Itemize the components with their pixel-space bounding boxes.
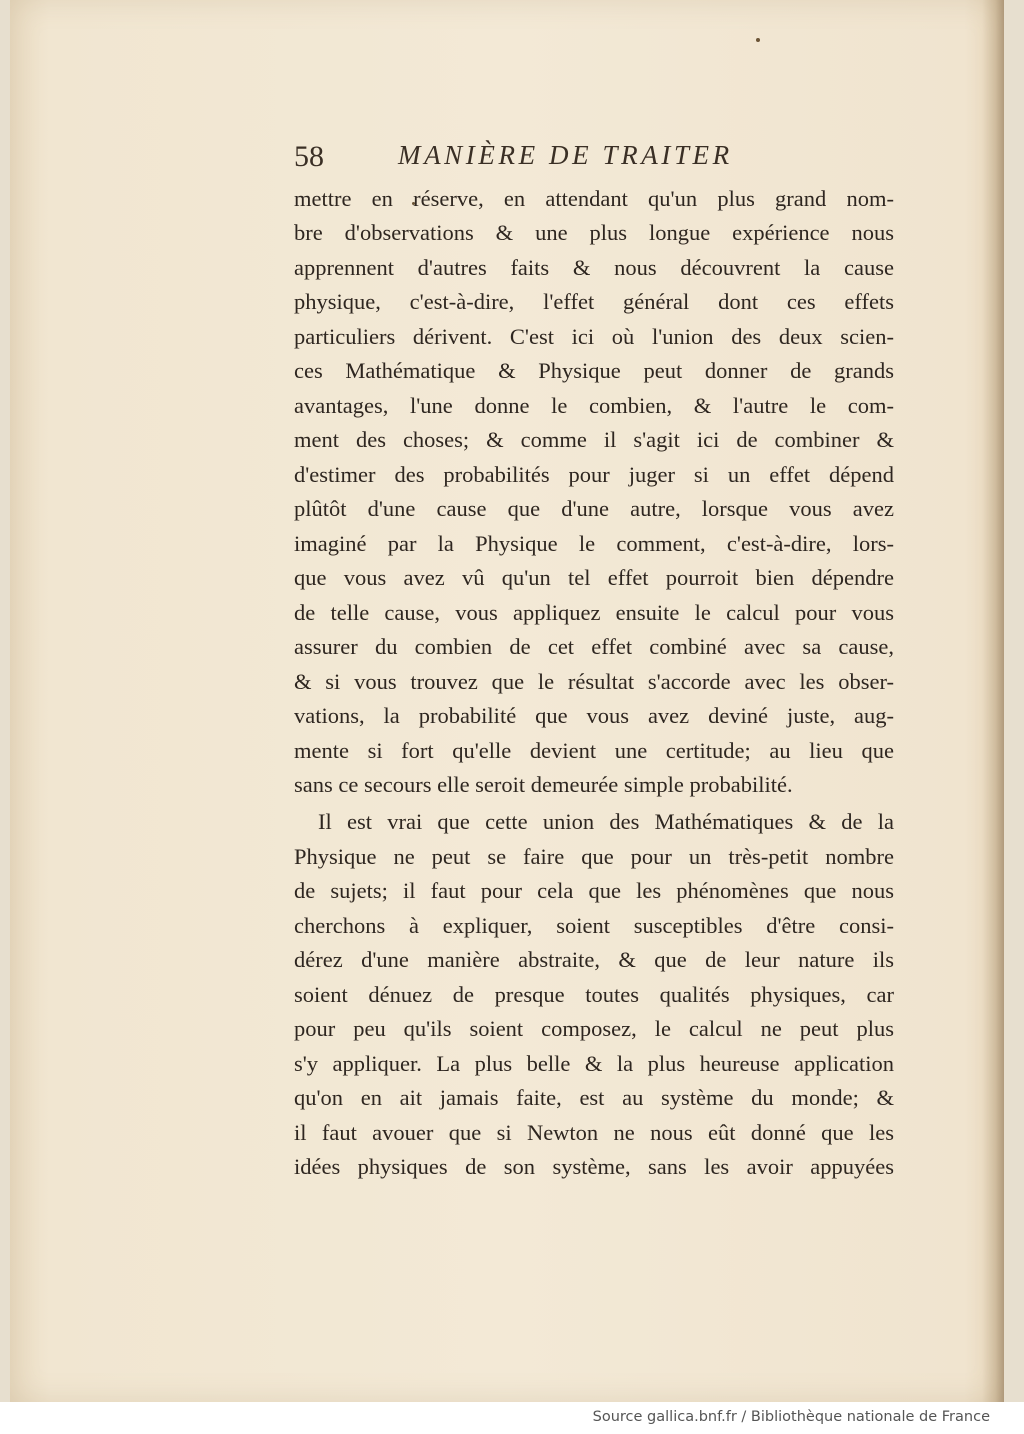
text-line: vations, la probabilité que vous avez deviné juste, aug-	[294, 703, 894, 728]
text-line: qu'on en ait jamais faite, est au système du monde; &	[294, 1085, 894, 1110]
text-line: dérez d'une manière abstraite, & que de leur nature ils	[294, 947, 894, 972]
text-line: apprennent d'autres faits & nous découvrent la cause	[294, 255, 894, 280]
text-line: sans ce secours elle seroit demeurée simple probabilité.	[294, 772, 793, 797]
text-line: idées physiques de son système, sans les avoir appuyées	[294, 1154, 894, 1179]
text-line: d'estimer des probabilités pour juger si un effet dépend	[294, 462, 894, 487]
text-line: ment des choses; & comme il s'agit ici de combiner &	[294, 427, 894, 452]
text-line: & si vous trouvez que le résultat s'accorde avec les obser-	[294, 669, 894, 694]
text-line: il faut avouer que si Newton ne nous eût donné que les	[294, 1120, 894, 1145]
text-line: assurer du combien de cet effet combiné avec sa cause,	[294, 634, 894, 659]
text-line: imaginé par la Physique le comment, c'est-à-dire, lors-	[294, 531, 894, 556]
text-line: bre d'observations & une plus longue expérience nous	[294, 220, 894, 245]
text-line: s'y appliquer. La plus belle & la plus heureuse application	[294, 1051, 894, 1076]
text-line: cherchons à expliquer, soient susceptibles d'être consi-	[294, 913, 894, 938]
page-edge-shadow	[982, 0, 1004, 1402]
text-line: de telle cause, vous appliquez ensuite le calcul pour vous	[294, 600, 894, 625]
running-title: MANIÈRE DE TRAITER	[398, 140, 733, 170]
text-line: soient dénuez de presque toutes qualités physiques, car	[294, 982, 894, 1007]
footer-bar	[0, 1402, 1024, 1434]
text-line: physique, c'est-à-dire, l'effet général dont ces effets	[294, 289, 894, 314]
text-line: avantages, l'une donne le combien, & l'autre le com-	[294, 393, 894, 418]
text-line: mettre en réserve, en attendant qu'un plus grand nom-	[294, 186, 894, 211]
text-line: plûtôt d'une cause que d'une autre, lorsque vous avez	[294, 496, 894, 521]
text-line: ces Mathématique & Physique peut donner de grands	[294, 358, 894, 383]
page-number: 58	[294, 140, 324, 173]
text-line: pour peu qu'ils soient composez, le calcul ne peut plus	[294, 1016, 894, 1041]
text-line: particuliers dérivent. C'est ici où l'union des deux scien-	[294, 324, 894, 349]
text-line: de sujets; il faut pour cela que les phénomènes que nous	[294, 878, 894, 903]
text-line: Physique ne peut se faire que pour un très-petit nombre	[294, 844, 894, 869]
running-head	[294, 138, 894, 178]
ink-spot	[756, 38, 760, 42]
source-credit: Source gallica.bnf.fr / Bibliothèque nationale de France	[592, 1409, 990, 1425]
text-line: Il est vrai que cette union des Mathématiques & de la	[318, 809, 894, 834]
text-line: que vous avez vû qu'un tel effet pourroit bien dépendre	[294, 565, 894, 590]
text-line: mente si fort qu'elle devient une certitude; au lieu que	[294, 738, 894, 763]
